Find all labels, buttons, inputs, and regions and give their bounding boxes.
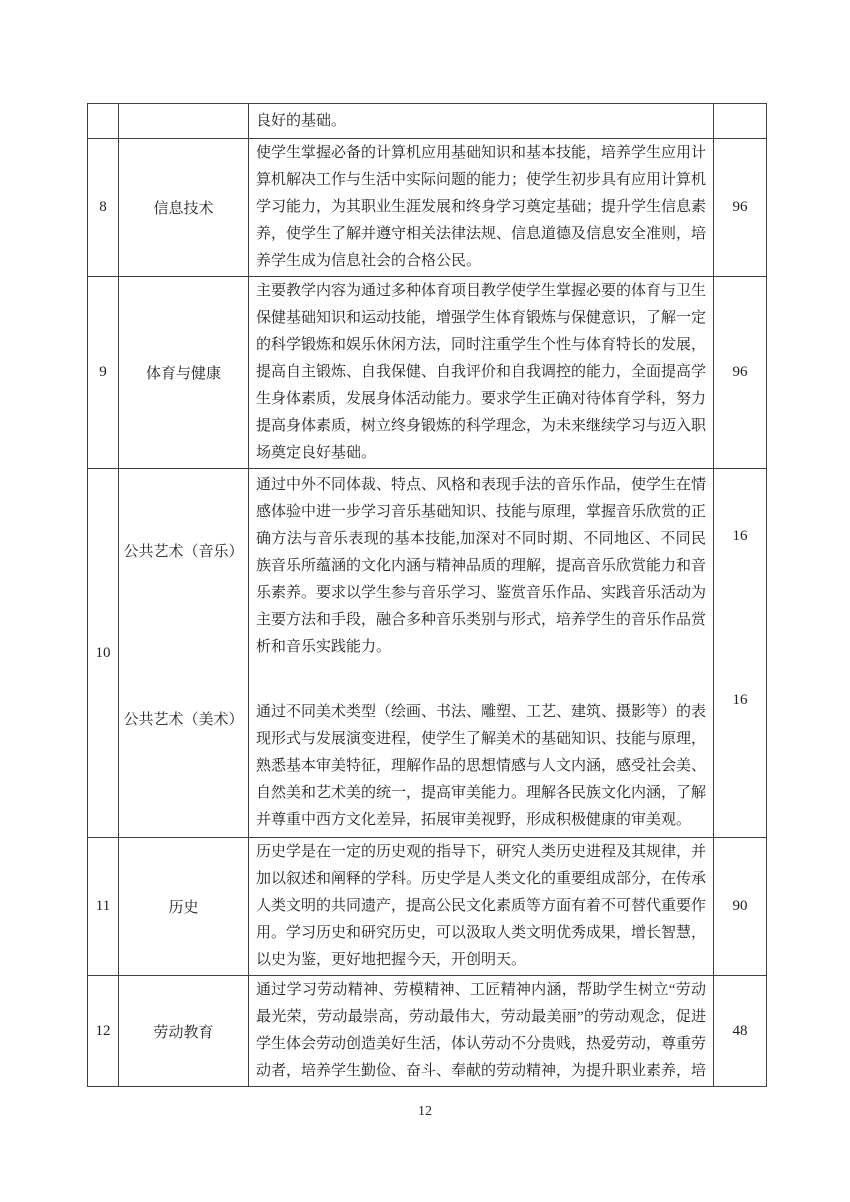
course-description-arts: 通过不同美术类型（绘画、书法、雕塑、工艺、建筑、摄影等）的表现形式与发展演变进程，使学生了解美术的基础知识、技能与原理，熟悉基本审美特征，理解作品的思想情感与人文内涵，感受社会美、自然美和艺术美的统一，提高审美能力。理解各民族文化内涵，了解并尊重中西方文化差异，拓展审美视野，形成积极健康的审美观。 xyxy=(256,704,707,828)
course-hours: 96 xyxy=(714,277,767,469)
table-row-10 xyxy=(88,469,767,838)
course-name: 信息技术 xyxy=(119,139,249,277)
course-description-music: 通过中外不同体裁、特点、风格和表现手法的音乐作品，使学生在情感体验中进一步学习音乐基础知识、技能与原理，掌握音乐欣赏的正确方法与音乐表现的基本技能,加深对不同时期、不同地区、不同民族音乐所蕴涵的文化内涵与精神品质的理解，提高音乐欣赏能力和音乐素养。要求以学生参与音乐学习、鉴赏音乐作品、实践音乐活动为主要方法和手段，融合多种音乐类别与形式，培养学生的音乐作品赏析和音乐实践能力。 xyxy=(256,477,707,655)
course-name-empty xyxy=(119,104,249,139)
table-row-12 xyxy=(88,976,767,1087)
course-description: 使学生掌握必备的计算机应用基础知识和基本技能，培养学生应用计算机解决工作与生活中实际问题的能力；使学生初步具有应用计算机学习能力，为其职业生涯发展和终身学习奠定基础；提升学生信息素养，使学生了解并遵守相关法律法规、信息道德及信息安全准则，培养学生成为信息社会的合格公民。 xyxy=(249,139,714,277)
course-name-arts: 公共艺术（美术） xyxy=(123,712,244,728)
course-hours-arts: 16 xyxy=(732,692,748,708)
course-table xyxy=(87,103,767,1087)
course-no: 12 xyxy=(88,976,119,1087)
course-description-continuation: 良好的基础。 xyxy=(249,104,714,139)
course-hours: 48 xyxy=(714,976,767,1087)
course-no: 8 xyxy=(88,139,119,277)
course-hours: 96 xyxy=(714,139,767,277)
course-description-group xyxy=(249,469,714,838)
table-row-11 xyxy=(88,838,767,976)
course-name: 劳动教育 xyxy=(119,976,249,1087)
course-hours: 90 xyxy=(714,838,767,976)
course-no: 10 xyxy=(88,469,119,838)
course-hours-music: 16 xyxy=(732,528,748,544)
course-no-empty xyxy=(88,104,119,139)
course-hours-group xyxy=(714,469,767,838)
page-number: 12 xyxy=(418,1104,432,1119)
course-description: 主要教学内容为通过多种体育项目教学使学生掌握必要的体育与卫生保健基础知识和运动技能，增强学生体育锻炼与保健意识，了解一定的科学锻炼和娱乐休闲方法，同时注重学生个性与体育特长的发展，提高自主锻炼、自我保健、自我评价和自我调控的能力，全面提高学生身体素质，发展身体活动能力。要求学生正确对待体育学科，努力提高身体素质，树立终身锻炼的科学理念，为未来继续学习与迈入职场奠定良好基础。 xyxy=(249,277,714,469)
course-name: 历史 xyxy=(119,838,249,976)
table-row-9 xyxy=(88,277,767,469)
course-name-group xyxy=(119,469,249,838)
course-name: 体育与健康 xyxy=(119,277,249,469)
course-hours-empty xyxy=(714,104,767,139)
course-description: 通过学习劳动精神、劳模精神、工匠精神内涵，帮助学生树立“劳动最光荣，劳动最崇高，劳动最伟大，劳动最美丽”的劳动观念，促进学生体会劳动创造美好生活，体认劳动不分贵贱，热爱劳动，尊重劳动者，培养学生勤俭、奋斗、奉献的劳动精神，为提升职业素养，培 xyxy=(249,976,714,1087)
course-description: 历史学是在一定的历史观的指导下，研究人类历史进程及其规律，并加以叙述和阐释的学科。历史学是人类文化的重要组成部分，在传承人类文明的共同遗产，提高公民文化素质等方面有着不可替代重要作用。学习历史和研究历史，可以汲取人类文明优秀成果，增长智慧，以史为鉴，更好地把握今天，开创明天。 xyxy=(249,838,714,976)
course-no: 9 xyxy=(88,277,119,469)
course-no: 11 xyxy=(88,838,119,976)
table-row-8 xyxy=(88,139,767,277)
table-row-continuation xyxy=(88,104,767,139)
course-name-music: 公共艺术（音乐） xyxy=(123,544,244,560)
